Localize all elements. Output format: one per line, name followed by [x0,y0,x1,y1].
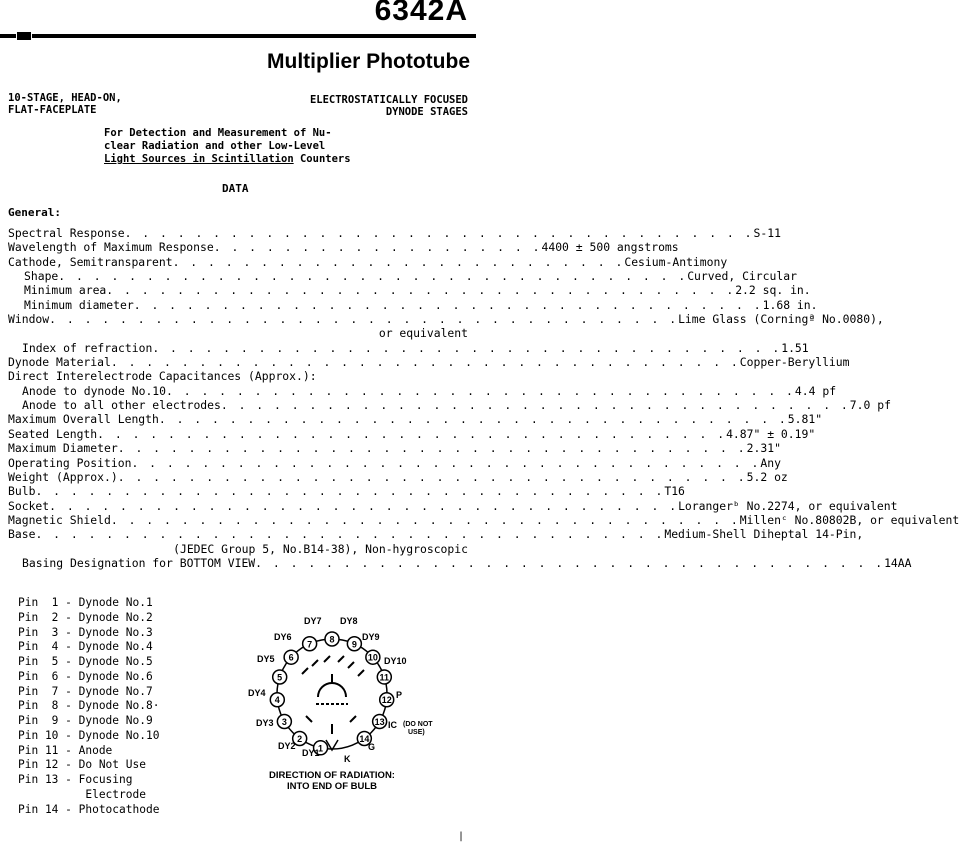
label-dy2: DY2 [278,741,296,751]
spec-label: Maximum Diameter [8,441,118,456]
spec-socket: Socket . . . . . . . . . . . . . . . . . . . . . . . . . . . . . . . . . . . . Lorangerᵇ No.2274, or equivalent [8,498,898,513]
purpose-line3 [104,153,394,166]
spec-base-cont [8,542,468,556]
pin-circles [270,632,393,755]
spec-value: 1.51 [781,340,809,355]
tube-description-line1: 10-STAGE, HEAD-ON, [8,92,122,104]
spec-max-diameter: Maximum Diameter . . . . . . . . . . . . . . . . . . . . . . . . . . . . . . . . . . . . 2.31" [8,441,781,456]
dynode-description-line1: ELECTROSTATICALLY FOCUSED [309,94,468,106]
label-dy10: DY10 [384,656,407,666]
label-dy6: DY6 [274,632,292,642]
pin-entry: Pin 5 - Dynode No.5 [18,655,153,668]
spec-dynode-material: Dynode Material . . . . . . . . . . . . . . . . . . . . . . . . . . . . . . . . . . . . Copper-Beryllium [8,355,850,370]
pin-number: 2 [297,733,303,744]
spec-label: Seated Length [8,426,98,441]
label-k: K [344,754,351,764]
spec-spectral-response: Spectral Response . . . . . . . . . . . . . . . . . . . . . . . . . . . . . . . . . . . . S-11 [8,226,781,240]
general-heading: General: [8,206,61,219]
spec-label: Basing Designation for BOTTOM VIEW [22,555,256,570]
header-rule-mark [16,31,32,41]
spec-label: Base [8,527,36,542]
spec-value: S-11 [753,226,781,240]
label-dy4: DY4 [248,688,266,698]
label-dy3: DY3 [256,718,274,728]
spec-value: Lime Glass (Corningª No.0080), [678,312,884,327]
spec-cathode: Cathode, Semitransparent . . . . . . . . . . . . . . . . . . . . . . . . . . Cesium-Antimony [8,254,728,269]
diagram-caption-line2: INTO END OF BULB [286,781,378,792]
dynode-description [310,94,468,118]
dynode-description-line2: DYNODE STAGES [385,106,468,118]
header-rule [0,34,476,38]
spec-value: 4400 ± 500 angstroms [541,240,679,255]
tube-description [8,92,122,116]
spec-label: Window [8,312,50,327]
label-use: USE) [408,729,425,736]
pin-number: 9 [351,639,357,650]
pin-number: 11 [379,672,390,683]
spec-value: or equivalent [378,326,468,341]
spec-shield: Magnetic Shield . . . . . . . . . . . . . . . . . . . . . . . . . . . . . . . . . . . . Millenᶜ No.80802B, or equivalent [8,512,959,527]
data-heading: DATA [222,182,249,195]
spec-value: Cesium-Antimony [624,254,728,269]
label-dy9: DY9 [362,632,380,642]
purpose-line3-underlined: Light Sources in Scintillation [104,153,294,165]
spec-max-length: Maximum Overall Length . . . . . . . . . . . . . . . . . . . . . . . . . . . . . . . . . . . . 5.81" [8,412,823,427]
spec-value: Any [760,455,781,470]
pin-number: 3 [281,717,287,727]
spec-cap-anode-other: Anode to all other electrodes . . . . . . . . . . . . . . . . . . . . . . . . . . . . . . . . . . . . 7.0 pf [22,398,891,413]
pin-number: 14 [359,733,370,744]
spec-bulb: Bulb . . . . . . . . . . . . . . . . . . . . . . . . . . . . . . . . . . . . T16 [8,484,685,499]
spec-cap-anode-dyn10: Anode to dynode No.10 . . . . . . . . . . . . . . . . . . . . . . . . . . . . . . . . . . . . 4.4 pf [22,383,837,398]
spec-window-cont [8,326,468,340]
pin-entry: Pin 8 - Dynode No.8· [18,699,160,713]
spec-label: Magnetic Shield [8,512,111,527]
pin-entry: Electrode [18,787,146,801]
spec-label: Minimum diameter [24,297,134,312]
pin-number: 7 [307,639,313,650]
spec-seated-length: Seated Length . . . . . . . . . . . . . . . . . . . . . . . . . . . . . . . . . . . . 4.87" ± 0.19" [8,426,816,441]
tube-number: 6342A [374,0,468,27]
pin-entry: Pin 13 - Focusing [18,773,133,786]
label-dy7: DY7 [304,616,322,626]
pin-number: 10 [367,652,378,663]
pin-number: 5 [277,672,283,683]
spec-capacitances [8,369,468,383]
pin-number: 8 [329,634,335,645]
spec-label: Weight (Approx.) [8,469,118,484]
label-dy8: DY8 [340,616,358,626]
tube-description-line2: FLAT-FACEPLATE [8,104,97,116]
electrode-symbols [302,656,364,734]
pin-entry: Pin 1 - Dynode No.1 [18,596,153,609]
spec-label: Direct Interelectrode Capacitances (Approx.): [8,369,317,384]
spec-label: Socket [8,498,50,513]
spec-wavelength: Wavelength of Maximum Response . . . . . . . . . . . . . . . . . . . 4400 ± 500 angstroms [8,240,679,255]
spec-label: Anode to all other electrodes [22,398,221,413]
basing-diagram [236,612,458,812]
spec-label: Spectral Response [8,226,125,240]
purpose-line3-end: Counters [293,153,351,165]
spec-label: Shape [24,269,59,284]
spec-label: Wavelength of Maximum Response [8,240,214,255]
photocathode-symbol [318,683,346,697]
pin-number: 12 [381,695,392,706]
spec-basing: Basing Designation for BOTTOM VIEW . . . . . . . . . . . . . . . . . . . . . . . . . . . . . . . . . . . . 14AA [22,555,912,570]
lead-symbols [306,716,356,734]
spec-shape: Shape . . . . . . . . . . . . . . . . . . . . . . . . . . . . . . . . . . . . Curved, Circular [24,269,797,284]
label-dy5: DY5 [257,654,275,664]
pin-number: 1 [318,743,324,754]
spec-value: 2.31" [746,441,781,456]
spec-window: Window . . . . . . . . . . . . . . . . . . . . . . . . . . . . . . . . . . . . Lime Glass (Corningª No.0080), [8,312,884,327]
pin-number: 4 [274,695,280,706]
pin-labels [248,616,433,764]
pin-entry: Pin 10 - Dynode No.10 [18,728,160,742]
pin-entry: Pin 12 - Do Not Use [18,758,146,772]
spec-weight: Weight (Approx.) . . . . . . . . . . . . . . . . . . . . . . . . . . . . . . . . . . . . 5.2 oz [8,469,788,484]
spec-list [8,226,959,570]
spec-value: 14AA [884,555,912,570]
spec-value: 2.2 sq. in. [735,283,811,298]
spec-value: Lorangerᵇ No.2274, or equivalent [678,498,898,513]
spec-base: Base . . . . . . . . . . . . . . . . . . . . . . . . . . . . . . . . . . . . Medium-Shell Diheptal 14-Pin, [8,527,864,542]
spec-value: 7.0 pf [849,398,891,413]
purpose-statement [104,127,394,166]
pin-entry: Pin 2 - Dynode No.2 [18,610,153,624]
pin-entry: Pin 11 - Anode [18,743,113,757]
pin-number: 6 [288,652,294,663]
label-do-not: (DO NOT [403,721,433,728]
label-p: P [396,690,403,700]
spec-value: T16 [664,484,685,499]
label-g: G [368,742,376,752]
pin-number: 13 [374,717,385,727]
spec-min-diameter: Minimum diameter . . . . . . . . . . . . . . . . . . . . . . . . . . . . . . . . . . . . 1.68 in. [24,297,818,312]
purpose-line1: For Detection and Measurement of Nu- [104,127,332,139]
spec-value: 1.68 in. [762,297,818,312]
label-dy1: DY1 [302,748,320,758]
spec-value: 4.4 pf [794,383,837,398]
spec-label: Maximum Overall Length [8,412,159,427]
purpose-line2: clear Radiation and other Low-Level [104,140,326,152]
pin-entry: Pin 7 - Dynode No.7 [18,684,153,698]
pin-entry: Pin 3 - Dynode No.3 [18,625,153,639]
diagram-caption-line1: DIRECTION OF RADIATION: [269,770,395,781]
label-ic: IC [388,720,397,730]
spec-value: Curved, Circular [687,269,797,284]
spec-label: Operating Position [8,455,132,470]
spec-value: (JEDEC Group 5, No.B14-38), Non-hygroscopic [173,541,468,556]
pin-entry: Pin 9 - Dynode No.9 [18,714,153,727]
page-title: Multiplier Phototube [267,50,470,73]
spec-min-area: Minimum area . . . . . . . . . . . . . . . . . . . . . . . . . . . . . . . . . . . . 2.2 sq. in. [24,283,811,298]
spec-label: Index of refraction [22,340,153,355]
spec-label: Anode to dynode No.10 [22,383,167,398]
pin-entry: Pin 14 - Photocathode [18,802,160,816]
spec-value: 5.2 oz [746,469,788,484]
spec-label: Minimum area [24,283,107,298]
spec-refraction: Index of refraction . . . . . . . . . . . . . . . . . . . . . . . . . . . . . . . . . . . . 1.51 [22,340,809,355]
spec-value: 4.87" ± 0.19" [726,426,816,441]
dynode-symbols [302,656,364,676]
spec-value: Copper-Beryllium [739,355,850,370]
spec-label: Dynode Material [8,355,111,370]
spec-label: Bulb [8,484,36,499]
spec-value: Medium-Shell Diheptal 14-Pin, [664,527,864,542]
spec-label: Cathode, Semitransparent [8,254,173,269]
spec-position: Operating Position . . . . . . . . . . . . . . . . . . . . . . . . . . . . . . . . . . . . Any [8,455,781,470]
pin-entry: Pin 4 - Dynode No.4 [18,640,153,654]
page-mark: | [457,831,464,842]
pin-list [18,596,159,817]
spec-value: 5.81" [787,412,823,427]
spec-value: Millenᶜ No.80802B, or equivalent [739,512,959,527]
pin-entry: Pin 6 - Dynode No.6 [18,669,153,683]
